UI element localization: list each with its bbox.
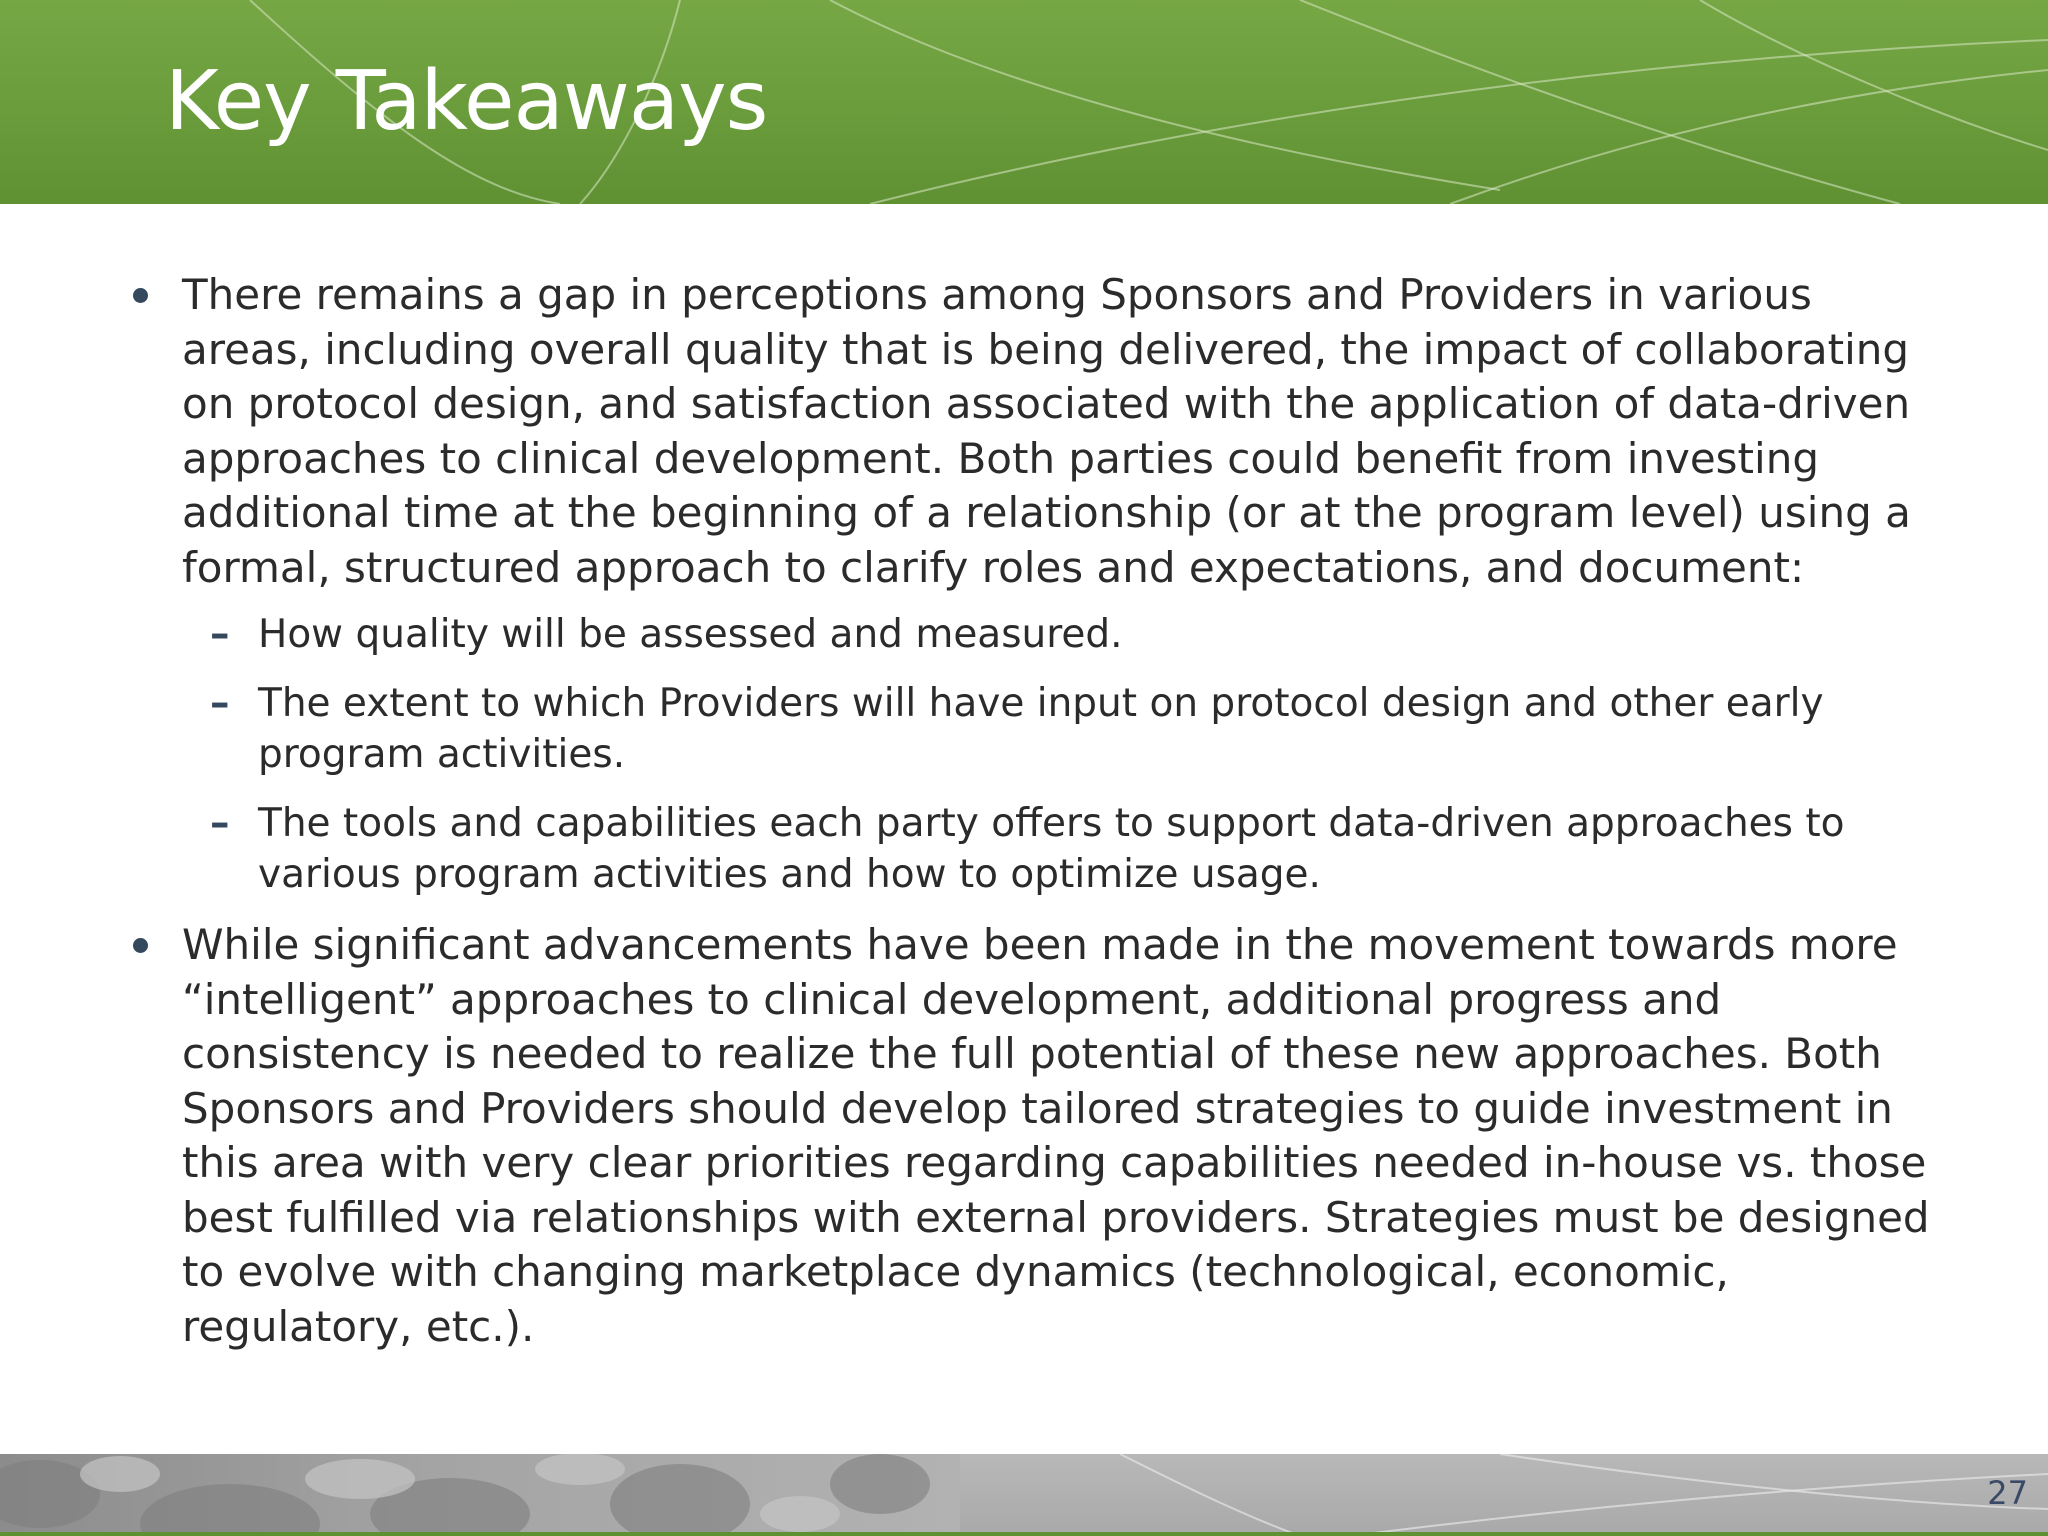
sub-bullet-item bbox=[182, 798, 1930, 900]
footer-accent-rule bbox=[0, 1532, 2048, 1536]
page-number: 27 bbox=[1987, 1474, 2028, 1512]
sub-bullet-text: The tools and capabilities each party offers to support data-driven approaches to various program activities and how to optimize usage. bbox=[258, 801, 1845, 897]
dash-icon: – bbox=[210, 612, 230, 657]
sub-bullet-item bbox=[182, 609, 1930, 660]
header-banner bbox=[0, 0, 2048, 204]
sub-bullet-text: The extent to which Providers will have input on protocol design and other early program activities. bbox=[258, 681, 1824, 777]
bullet-item bbox=[130, 268, 1930, 595]
footer-bar bbox=[0, 1454, 2048, 1536]
sub-bullet-list bbox=[182, 609, 1930, 900]
sub-bullet-text: How quality will be assessed and measured. bbox=[258, 612, 1123, 657]
decorative-footer-graphic bbox=[0, 1454, 2048, 1536]
dash-icon: – bbox=[210, 801, 230, 846]
bullet-text: There remains a gap in perceptions among Sponsors and Providers in various areas, including overall quality that is being delivered, the impact of collaborating on protocol design, and satisfaction associated with the application of data-driven approaches to clinical development. Both parties could benefit from investing additional time at the beginning of a relationship (or at the program level) using a formal, structured approach to clarify roles and expectations, and document: bbox=[182, 270, 1911, 592]
bullet-dot-icon bbox=[133, 288, 148, 303]
bullet-item bbox=[130, 918, 1930, 1354]
slide-title: Key Takeaways bbox=[165, 54, 768, 149]
dash-icon: – bbox=[210, 681, 230, 726]
content-area bbox=[130, 268, 1930, 1368]
sub-bullet-item bbox=[182, 678, 1930, 780]
bullet-text: While significant advancements have been made in the movement towards more “intelligent” approaches to clinical development, additional progress and consistency is needed to realize the full potential of these new approaches. Both Sponsors and Providers should develop tailored strategies to guide investment in this area with very clear priorities regarding capabilities needed in-house vs. those best fulfilled via relationships with external providers. Strategies must be designed to evolve with changing marketplace dynamics (technological, economic, regulatory, etc.). bbox=[182, 920, 1930, 1351]
bullet-dot-icon bbox=[133, 938, 148, 953]
